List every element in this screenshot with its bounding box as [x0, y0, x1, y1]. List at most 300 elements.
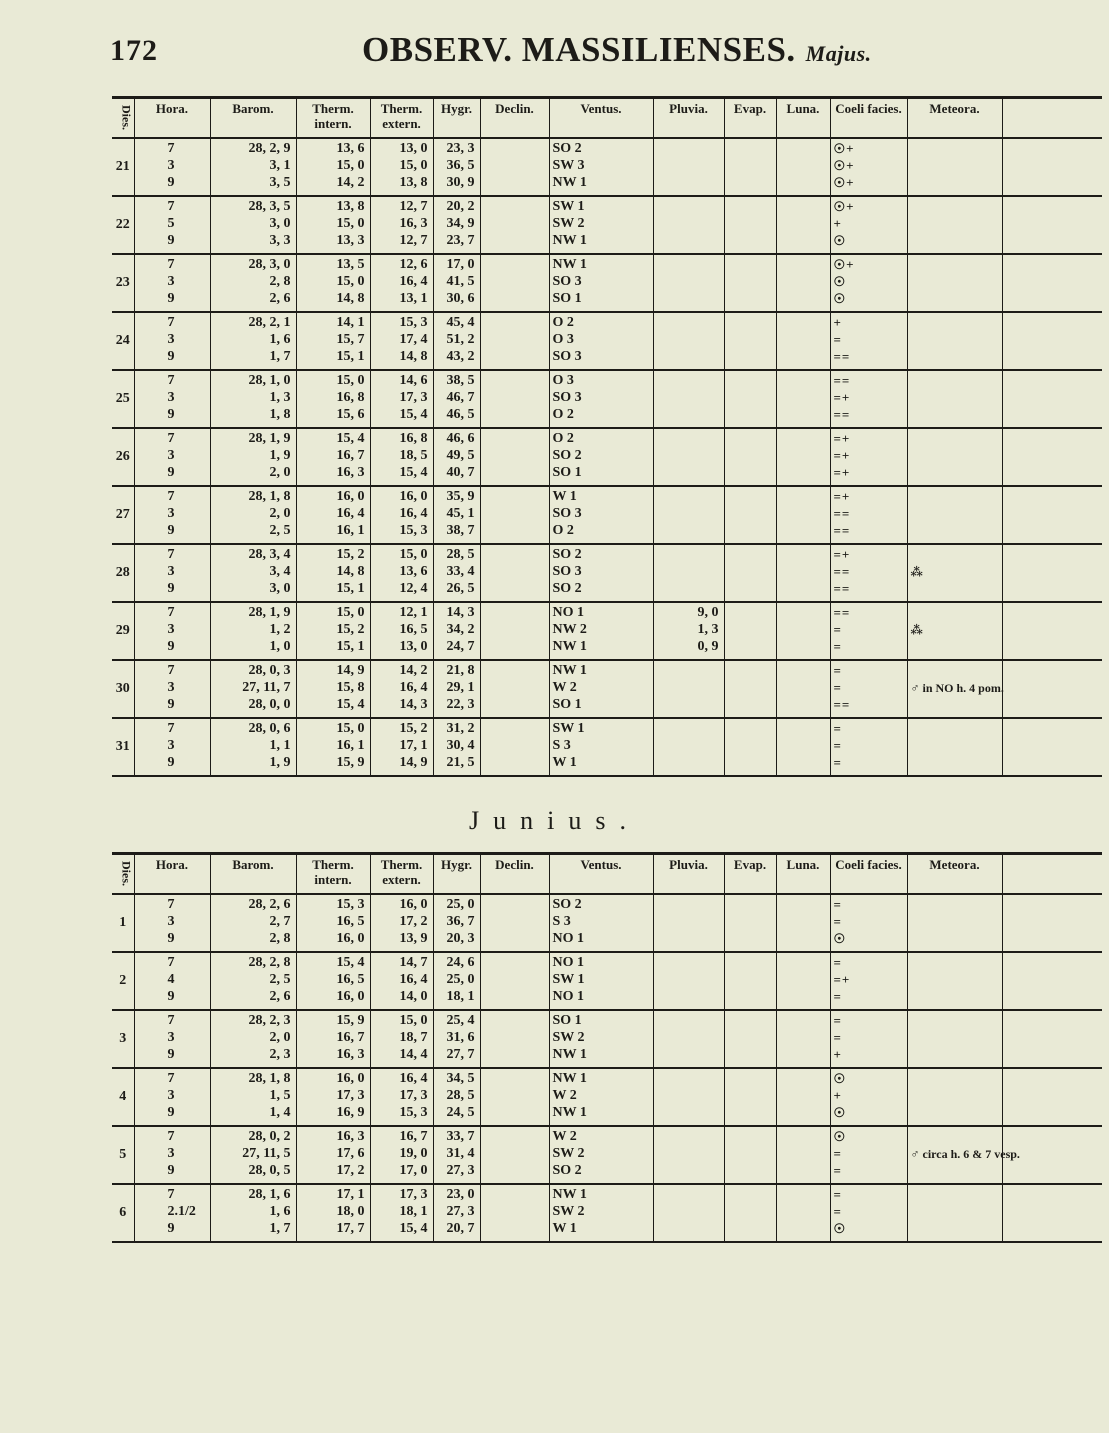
cell-barom	[210, 486, 296, 544]
therm-int-value: 15, 0	[336, 273, 365, 289]
therm-ext-value: 15, 0	[399, 546, 428, 562]
therm-int-value: 15, 7	[336, 331, 365, 347]
pluvia-value	[657, 1220, 721, 1237]
therm-ext-value: 15, 3	[399, 1104, 428, 1120]
coeli-value: =+	[833, 971, 851, 987]
coeli-value: =+	[833, 447, 851, 463]
luna-value	[780, 896, 827, 913]
cell-evap	[724, 312, 776, 370]
luna-value	[780, 447, 827, 464]
cell-evap	[724, 486, 776, 544]
luna-value	[780, 679, 827, 696]
declin-value	[484, 1046, 546, 1063]
hora-value: 9	[167, 232, 175, 248]
evap-value	[728, 256, 773, 273]
pluvia-value	[657, 580, 721, 597]
hygr-value: 27, 3	[446, 1203, 475, 1219]
luna-value	[780, 406, 827, 423]
declin-value	[484, 1162, 546, 1179]
coeli-value: ==	[833, 580, 851, 596]
declin-value	[484, 971, 546, 988]
hygr-value: 46, 7	[446, 389, 475, 405]
col-therm-intern-header	[296, 854, 370, 894]
ventus-value: SW 2	[552, 215, 585, 231]
evap-value	[728, 1220, 773, 1237]
barom-value: 28, 1, 6	[248, 1186, 291, 1202]
cell-declin	[480, 138, 549, 196]
pluvia-value: 0, 9	[697, 638, 719, 654]
therm-intern-line1: Therm.	[312, 101, 354, 116]
therm-int-value: 15, 6	[336, 406, 365, 422]
coeli-value: =	[833, 896, 842, 912]
cell-hygr	[433, 1010, 480, 1068]
coeli-value: ==	[833, 696, 851, 712]
therm-extern-line2: extern.	[382, 116, 421, 131]
cell-spacer	[1002, 486, 1102, 544]
pluvia-value	[657, 505, 721, 522]
declin-value	[484, 406, 546, 423]
therm-ext-value: 15, 3	[399, 522, 428, 538]
coeli-value: =	[833, 737, 842, 753]
barom-value: 1, 8	[269, 406, 291, 422]
day-number: 25	[115, 391, 130, 406]
coeli-value: =	[833, 679, 842, 695]
cell-ventus	[549, 312, 653, 370]
luna-value	[780, 505, 827, 522]
declin-value	[484, 638, 546, 655]
luna-value	[780, 971, 827, 988]
col-barom-header: Barom.	[210, 854, 296, 894]
cell-evap	[724, 894, 776, 952]
col-hygr-header: Hygr.	[433, 854, 480, 894]
evap-value	[728, 232, 773, 249]
pluvia-value	[657, 256, 721, 273]
therm-int-value: 15, 0	[336, 372, 365, 388]
luna-value	[780, 546, 827, 563]
ventus-value: SW 1	[552, 720, 585, 736]
evap-value	[728, 174, 773, 191]
coeli-value: ==	[833, 563, 851, 579]
therm-ext-value: 13, 0	[399, 140, 428, 156]
therm-ext-value: 17, 4	[399, 331, 428, 347]
coeli-value: ☉	[833, 290, 847, 306]
cell-therm-ext	[370, 370, 433, 428]
barom-value: 2, 0	[269, 505, 291, 521]
declin-value	[484, 174, 546, 191]
cell-declin	[480, 370, 549, 428]
pluvia-value: 1, 3	[697, 621, 719, 637]
therm-ext-value: 15, 4	[399, 464, 428, 480]
declin-value	[484, 157, 546, 174]
pluvia-value	[657, 389, 721, 406]
hygr-value: 25, 0	[446, 896, 475, 912]
col-coeli-header: Coeli facies.	[830, 98, 907, 138]
cell-therm-int	[296, 196, 370, 254]
cell-ventus	[549, 602, 653, 660]
cell-meteora	[907, 428, 1002, 486]
day-row	[112, 1068, 1102, 1126]
therm-ext-value: 16, 4	[399, 971, 428, 987]
cell-meteora	[907, 718, 1002, 776]
pluvia-value	[657, 1145, 721, 1162]
evap-value	[728, 1029, 773, 1046]
cell-luna	[776, 486, 830, 544]
cell-evap	[724, 370, 776, 428]
coeli-value: ☉+	[833, 140, 855, 156]
cell-spacer	[1002, 952, 1102, 1010]
barom-value: 28, 0, 0	[248, 696, 291, 712]
day-row	[112, 138, 1102, 196]
evap-value	[728, 488, 773, 505]
therm-ext-value: 18, 7	[399, 1029, 428, 1045]
cell-hygr	[433, 602, 480, 660]
barom-value: 27, 11, 7	[242, 679, 291, 695]
ventus-value: SW 2	[552, 1145, 585, 1161]
cell-barom	[210, 1068, 296, 1126]
cell-ventus	[549, 196, 653, 254]
day-row	[112, 544, 1102, 602]
col-meteora-header: Meteora.	[907, 854, 1002, 894]
cell-meteora	[907, 1068, 1002, 1126]
day-row	[112, 718, 1102, 776]
coeli-value: =	[833, 1012, 842, 1028]
ventus-value: NW 1	[552, 174, 587, 190]
hora-value: 9	[167, 580, 175, 596]
cell-barom	[210, 544, 296, 602]
day-row	[112, 254, 1102, 312]
therm-int-value: 13, 3	[336, 232, 365, 248]
hygr-value: 45, 4	[446, 314, 475, 330]
coeli-value: ==	[833, 372, 851, 388]
hora-value: 7	[167, 198, 175, 214]
day-row	[112, 312, 1102, 370]
cell-evap	[724, 1068, 776, 1126]
barom-value: 2, 0	[269, 464, 291, 480]
coeli-value: ☉	[833, 930, 847, 946]
evap-value	[728, 954, 773, 971]
hora-value: 7	[167, 372, 175, 388]
cell-spacer	[1002, 138, 1102, 196]
cell-hora	[134, 660, 210, 718]
therm-ext-value: 13, 8	[399, 174, 428, 190]
cell-pluvia	[653, 602, 724, 660]
cell-ventus	[549, 370, 653, 428]
ventus-value: NO 1	[552, 954, 584, 970]
therm-int-value: 15, 4	[336, 430, 365, 446]
ventus-value: O 2	[552, 522, 574, 538]
therm-int-value: 16, 7	[336, 447, 365, 463]
cell-luna	[776, 718, 830, 776]
day-row	[112, 660, 1102, 718]
hygr-value: 25, 4	[446, 1012, 475, 1028]
therm-int-value: 16, 9	[336, 1104, 365, 1120]
pluvia-value	[657, 988, 721, 1005]
therm-ext-value: 16, 5	[399, 621, 428, 637]
col-therm-extern-header	[370, 854, 433, 894]
therm-ext-value: 14, 7	[399, 954, 428, 970]
cell-spacer	[1002, 312, 1102, 370]
cell-luna	[776, 660, 830, 718]
cell-therm-ext	[370, 602, 433, 660]
barom-value: 2, 5	[269, 971, 291, 987]
cell-therm-ext	[370, 1126, 433, 1184]
evap-value	[728, 290, 773, 307]
cell-hora	[134, 602, 210, 660]
declin-value	[484, 954, 546, 971]
luna-value	[780, 662, 827, 679]
ventus-value: SO 1	[552, 1012, 582, 1028]
ventus-value: NO 1	[552, 988, 584, 1004]
luna-value	[780, 488, 827, 505]
barom-value: 1, 6	[269, 1203, 291, 1219]
col-evap-header: Evap.	[724, 98, 776, 138]
therm-int-value: 15, 4	[336, 696, 365, 712]
hora-value: 9	[167, 174, 175, 190]
barom-value: 28, 0, 6	[248, 720, 291, 736]
coeli-value: =+	[833, 430, 851, 446]
col-hora-header: Hora.	[134, 98, 210, 138]
luna-value	[780, 1087, 827, 1104]
luna-value	[780, 604, 827, 621]
hygr-value: 46, 5	[446, 406, 475, 422]
barom-value: 28, 1, 9	[248, 430, 291, 446]
hygr-value: 21, 8	[446, 662, 475, 678]
therm-ext-value: 14, 2	[399, 662, 428, 678]
therm-extern-line1: Therm.	[380, 101, 423, 116]
coeli-value: =	[833, 1186, 842, 1202]
cell-hora	[134, 428, 210, 486]
pluvia-value	[657, 1046, 721, 1063]
ventus-value: NO 1	[552, 604, 584, 620]
luna-value	[780, 522, 827, 539]
cell-therm-ext	[370, 1184, 433, 1242]
therm-int-value: 17, 1	[336, 1186, 365, 1202]
running-head	[362, 30, 872, 70]
cell-evap	[724, 602, 776, 660]
cell-spacer	[1002, 196, 1102, 254]
coeli-value: =	[833, 1029, 842, 1045]
coeli-value: =	[833, 954, 842, 970]
hygr-value: 49, 5	[446, 447, 475, 463]
pluvia-value	[657, 1104, 721, 1121]
cell-hora	[134, 1126, 210, 1184]
therm-int-value: 16, 1	[336, 737, 365, 753]
therm-ext-value: 18, 5	[399, 447, 428, 463]
evap-value	[728, 638, 773, 655]
hora-value: 7	[167, 546, 175, 562]
therm-int-value: 16, 3	[336, 464, 365, 480]
evap-value	[728, 1162, 773, 1179]
declin-value	[484, 389, 546, 406]
therm-int-value: 15, 0	[336, 157, 365, 173]
hygr-value: 14, 3	[446, 604, 475, 620]
cell-hora	[134, 486, 210, 544]
pluvia-value	[657, 696, 721, 713]
declin-value	[484, 273, 546, 290]
cell-hygr	[433, 486, 480, 544]
hygr-value: 41, 5	[446, 273, 475, 289]
cell-luna	[776, 312, 830, 370]
hygr-value: 30, 6	[446, 290, 475, 306]
hygr-value: 45, 1	[446, 505, 475, 521]
pluvia-value	[657, 563, 721, 580]
barom-value: 28, 0, 2	[248, 1128, 291, 1144]
cell-pluvia	[653, 312, 724, 370]
hora-value: 3	[167, 913, 175, 929]
coeli-value: =+	[833, 389, 851, 405]
evap-value	[728, 679, 773, 696]
cell-hora	[134, 196, 210, 254]
cell-hora	[134, 254, 210, 312]
day-row	[112, 894, 1102, 952]
evap-value	[728, 563, 773, 580]
therm-int-value: 15, 1	[336, 638, 365, 654]
therm-ext-value: 16, 7	[399, 1128, 428, 1144]
cell-declin	[480, 718, 549, 776]
declin-value	[484, 580, 546, 597]
hygr-value: 27, 3	[446, 1162, 475, 1178]
declin-value	[484, 140, 546, 157]
coeli-value: =	[833, 638, 842, 654]
cell-hygr	[433, 718, 480, 776]
hygr-value: 26, 5	[446, 580, 475, 596]
luna-value	[780, 389, 827, 406]
declin-value	[484, 546, 546, 563]
cell-barom	[210, 718, 296, 776]
hora-value: 9	[167, 406, 175, 422]
hygr-value: 36, 7	[446, 913, 475, 929]
ventus-value: SO 3	[552, 348, 582, 364]
cell-therm-int	[296, 370, 370, 428]
cell-luna	[776, 1184, 830, 1242]
luna-value	[780, 1220, 827, 1237]
cell-luna	[776, 544, 830, 602]
hora-value: 3	[167, 157, 175, 173]
hygr-value: 20, 2	[446, 198, 475, 214]
coeli-value: =	[833, 662, 842, 678]
evap-value	[728, 1104, 773, 1121]
barom-value: 28, 3, 0	[248, 256, 291, 272]
ventus-value: NW 1	[552, 1046, 587, 1062]
cell-pluvia	[653, 544, 724, 602]
pluvia-value	[657, 198, 721, 215]
day-row	[112, 1184, 1102, 1242]
col-declin-header: Declin.	[480, 98, 549, 138]
pluvia-value	[657, 1070, 721, 1087]
cell-barom	[210, 370, 296, 428]
cell-meteora	[907, 486, 1002, 544]
ventus-value: O 2	[552, 314, 574, 330]
therm-ext-value: 14, 9	[399, 754, 428, 770]
cell-coeli	[830, 486, 907, 544]
coeli-value: ☉	[833, 1104, 847, 1120]
cell-pluvia	[653, 1068, 724, 1126]
cell-barom	[210, 428, 296, 486]
cell-therm-int	[296, 544, 370, 602]
pluvia-value	[657, 896, 721, 913]
therm-ext-value: 14, 0	[399, 988, 428, 1004]
cell-evap	[724, 1010, 776, 1068]
cell-pluvia	[653, 718, 724, 776]
cell-therm-int	[296, 1010, 370, 1068]
hora-value: 9	[167, 988, 175, 1004]
cell-spacer	[1002, 1010, 1102, 1068]
therm-int-value: 15, 1	[336, 348, 365, 364]
therm-int-value: 15, 0	[336, 720, 365, 736]
coeli-value: =	[833, 621, 842, 637]
evap-value	[728, 348, 773, 365]
barom-value: 28, 0, 3	[248, 662, 291, 678]
cell-therm-ext	[370, 544, 433, 602]
ventus-value: SO 3	[552, 273, 582, 289]
luna-value	[780, 372, 827, 389]
cell-ventus	[549, 1126, 653, 1184]
cell-hygr	[433, 952, 480, 1010]
therm-ext-value: 17, 2	[399, 913, 428, 929]
hora-value: 9	[167, 696, 175, 712]
cell-hora	[134, 718, 210, 776]
day-number: 26	[115, 449, 130, 464]
therm-ext-value: 17, 1	[399, 737, 428, 753]
day-number: 4	[119, 1089, 127, 1104]
declin-value	[484, 198, 546, 215]
coeli-value: =	[833, 754, 842, 770]
pluvia-value	[657, 1029, 721, 1046]
luna-value	[780, 754, 827, 771]
cell-barom	[210, 602, 296, 660]
pluvia-value	[657, 1203, 721, 1220]
coeli-value: =	[833, 720, 842, 736]
pluvia-value	[657, 954, 721, 971]
cell-coeli	[830, 894, 907, 952]
ventus-value: W 2	[552, 679, 577, 695]
ventus-value: NW 1	[552, 1104, 587, 1120]
majus-rows	[112, 138, 1102, 776]
evap-value	[728, 754, 773, 771]
declin-value	[484, 1104, 546, 1121]
therm-int-value: 16, 7	[336, 1029, 365, 1045]
cell-ventus	[549, 952, 653, 1010]
hora-value: 9	[167, 1220, 175, 1236]
coeli-value: ==	[833, 348, 851, 364]
barom-value: 28, 1, 9	[248, 604, 291, 620]
cell-declin	[480, 544, 549, 602]
therm-ext-value: 17, 3	[399, 1186, 428, 1202]
cell-declin	[480, 1010, 549, 1068]
hygr-value: 38, 7	[446, 522, 475, 538]
cell-ventus	[549, 254, 653, 312]
cell-evap	[724, 1184, 776, 1242]
pluvia-value	[657, 215, 721, 232]
evap-value	[728, 1203, 773, 1220]
therm-int-value: 16, 3	[336, 1128, 365, 1144]
hora-value: 9	[167, 290, 175, 306]
ventus-value: SW 3	[552, 157, 585, 173]
luna-value	[780, 1145, 827, 1162]
therm-int-value: 15, 2	[336, 546, 365, 562]
therm-int-value: 14, 8	[336, 290, 365, 306]
evap-value	[728, 389, 773, 406]
coeli-value: =	[833, 1145, 842, 1161]
cell-barom	[210, 312, 296, 370]
luna-value	[780, 1128, 827, 1145]
day-row	[112, 428, 1102, 486]
therm-int-value: 16, 0	[336, 930, 365, 946]
luna-value	[780, 314, 827, 331]
barom-value: 28, 0, 5	[248, 1162, 291, 1178]
hygr-value: 36, 5	[446, 157, 475, 173]
hora-value: 7	[167, 662, 175, 678]
